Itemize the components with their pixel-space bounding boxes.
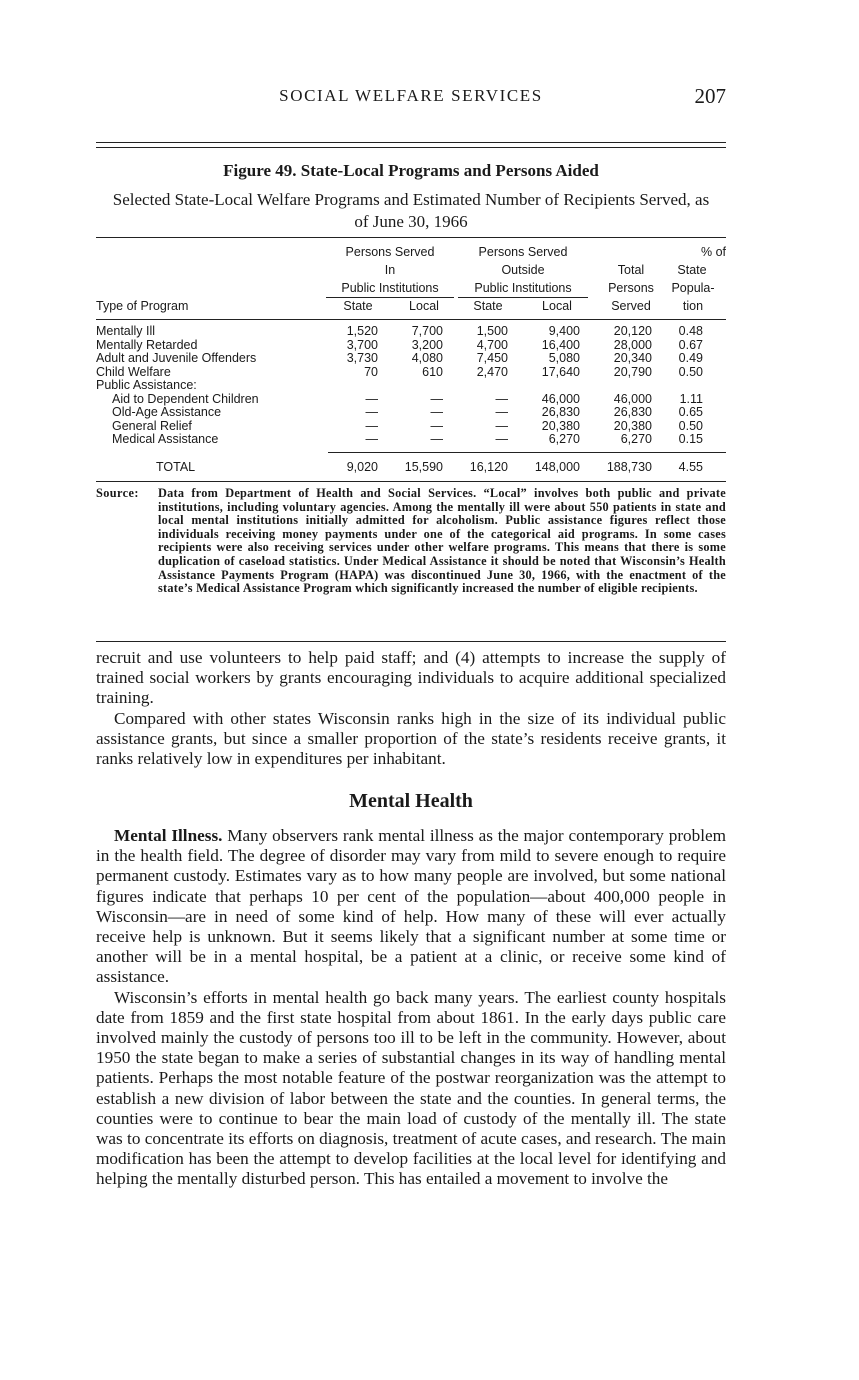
in-state-value: 70 (364, 364, 378, 379)
header-pct-line4: tion (682, 299, 704, 313)
program-name: Adult and Juvenile Offenders (96, 351, 257, 365)
table-row (96, 420, 726, 434)
total-pct: 4.55 (678, 460, 703, 474)
total-value: 28,000 (613, 337, 652, 352)
program-name: General Relief (112, 418, 192, 433)
total-rule (328, 452, 726, 453)
in-local-value: 7,700 (411, 324, 443, 338)
header-total-line3: Served (611, 299, 651, 313)
out-local-value: 46,000 (541, 391, 580, 406)
table-row (96, 366, 726, 380)
pct-value: 0.49 (678, 351, 703, 365)
in-local-value: 3,200 (411, 337, 443, 352)
total-value: 20,120 (613, 324, 652, 338)
total-label: TOTAL (156, 460, 196, 474)
out-state-value: 2,470 (476, 364, 508, 379)
table-row (96, 379, 726, 393)
out-local-value: 17,640 (541, 364, 580, 379)
in-state-value: — (365, 432, 378, 446)
total-value: 26,830 (613, 405, 652, 419)
program-name: Old-Age Assistance (112, 405, 222, 419)
out-state-value: — (495, 391, 508, 406)
table-total-row (96, 459, 726, 475)
pct-value: 0.48 (678, 324, 703, 338)
out-state-value: 1,500 (476, 324, 508, 338)
total-value: 20,380 (613, 418, 652, 433)
program-name: Mentally Ill (96, 324, 156, 338)
running-title: SOCIAL WELFARE SERVICES (279, 86, 543, 105)
total-value: 46,000 (613, 391, 652, 406)
in-local-value: 610 (422, 364, 443, 379)
paragraph-compared: Compared with other states Wisconsin ranks high in the size of its individual public assistance grants, but since a smaller proportion of the state’s residents receive grants, it ranks relatively low in expenditures per inhabitant. (96, 708, 726, 769)
header-pct-line2: State (677, 263, 707, 277)
in-state-value: 3,700 (346, 337, 378, 352)
running-head (96, 84, 726, 108)
table-top-rule (96, 237, 726, 238)
pct-value: 0.50 (678, 364, 703, 379)
in-state-value: — (365, 418, 378, 433)
total-out-state: 16,120 (469, 460, 508, 474)
pct-value: 0.50 (678, 418, 703, 433)
total-in-local: 15,590 (404, 460, 443, 474)
program-name: Child Welfare (96, 364, 171, 379)
total-value: 20,340 (613, 351, 652, 365)
in-state-value: 3,730 (346, 351, 378, 365)
table-bottom-rule (96, 481, 726, 482)
pct-value: 0.65 (678, 405, 703, 419)
header-type-of-program: Type of Program (96, 299, 189, 313)
table-row (96, 433, 726, 447)
out-state-value: 4,700 (476, 337, 508, 352)
table-row (96, 393, 726, 407)
header-out-line1: Persons Served (478, 245, 568, 259)
out-state-value: 7,450 (476, 351, 508, 365)
total-value: 6,270 (620, 432, 652, 446)
body-column-top (96, 648, 726, 769)
in-state-value: 1,520 (346, 324, 378, 338)
out-local-value: 16,400 (541, 337, 580, 352)
header-in-line2: In (384, 263, 396, 277)
header-in-line3: Public Institutions (341, 281, 439, 295)
program-name: Medical Assistance (112, 432, 219, 446)
out-local-value: 26,830 (541, 405, 580, 419)
run-in-heading: Mental Illness. (114, 826, 223, 845)
out-state-value: — (495, 432, 508, 446)
table-row (96, 352, 726, 366)
source-label: Source: (96, 486, 139, 500)
in-local-value: — (430, 405, 443, 419)
figure-title: Figure 49. State-Local Programs and Persons Aided (223, 161, 599, 180)
header-out-state: State (473, 299, 503, 313)
total-total: 188,730 (606, 460, 652, 474)
paragraph-continued: recruit and use volunteers to help paid staff; and (4) attempts to increase the supply of trained social workers by grants encouraging individuals to acquire additional specialized training. (96, 648, 726, 708)
program-name: Aid to Dependent Children (112, 391, 259, 406)
program-name: Public Assistance: (96, 378, 197, 392)
paragraph-mental-illness (96, 826, 726, 988)
out-local-value: 6,270 (548, 432, 580, 446)
table-row (96, 325, 726, 339)
out-local-value: 5,080 (548, 351, 580, 365)
in-local-value: 4,080 (411, 351, 443, 365)
header-out-line3: Public Institutions (474, 281, 572, 295)
out-local-value: 9,400 (548, 324, 580, 338)
paragraph-efforts: Wisconsin’s efforts in mental health go back many years. The earliest county hospitals date from 1859 and the first state hospital from about 1861. In the early days public care involved mainly the custody of persons too ill to be left in the community. However, about 1950 the state began to make a series of substantial changes in its way of handling mental patients. Perhaps the most notable feature of the postwar reorganization was the attempt to establish a new division of labor between the state and the counties. In general terms, the counties were to continue to bear the main load of custody of the mentally ill. The state was to concentrate its efforts on diagnosis, treatment of acute cases, and research. The main modification has been the attempt to develop facilities at the local level for identifying and helping the mentally disturbed person. This has entailed a movement to involve the (96, 987, 726, 1189)
out-state-value: — (495, 405, 508, 419)
table-row (96, 406, 726, 420)
program-name: Mentally Retarded (96, 337, 198, 352)
header-total-line1: Total (617, 263, 645, 277)
header-pct-line1: % of (700, 245, 726, 259)
table-row (96, 339, 726, 353)
double-rule (96, 142, 726, 148)
in-state-value: — (365, 391, 378, 406)
header-out-local: Local (542, 299, 572, 313)
header-in-state: State (343, 299, 373, 313)
in-local-value: — (430, 418, 443, 433)
paragraph-mental-illness-text: Many observers rank mental illness as the major contemporary problem in the health field. The degree of disorder may vary from mild to severe enough to require permanent custody. Estimates vary as to how many people are involved, but some national figures indicate that perhaps 10 per cent of the population—about 400,000 people in Wisconsin—are in need of some kind of help. How many of these will ever actually receive help is unknown. But it seems likely that a significant number at some time or another will be in a mental hospital, be a patient at a clinic, or receive some kind of assistance. (96, 826, 727, 987)
table-body (96, 325, 726, 449)
in-state-value: — (365, 405, 378, 419)
table-header (96, 243, 726, 319)
figure-subtitle: Selected State-Local Welfare Programs and Estimated Number of Recipients Served, as of June 30, 1966 (112, 190, 710, 231)
header-in-line1: Persons Served (345, 245, 435, 259)
out-local-value: 20,380 (541, 418, 580, 433)
table-header-rule (96, 319, 726, 320)
pct-value: 0.67 (678, 337, 703, 352)
header-pct-line3: Popula- (671, 281, 715, 295)
out-state-value: — (495, 418, 508, 433)
section-heading: Mental Health (349, 790, 473, 812)
total-in-state: 9,020 (346, 460, 378, 474)
in-local-value: — (430, 432, 443, 446)
source-text: Data from Department of Health and Social Services. “Local” involves both public and private institutions, including voluntary agencies. Among the mentally ill were about 550 patients in state and local mental institutions initially admitted for alcoholism. Public assistance figures reflect those individuals receiving money payments under one of the categorical aid programs. In some cases recipients were also receiving services under other welfare programs. This means that there is some duplication of caseload statistics. Under Medical Assistance it should be noted that Wisconsin’s Health Assistance Payments Program (HAPA) was discontinued June 30, 1966, with the enactment of the state’s Medical Assistance Program which significantly increased the number of eligible recipients. (158, 486, 726, 596)
total-value: 20,790 (613, 364, 652, 379)
pct-value: 0.15 (678, 432, 703, 446)
header-out-line2: Outside (501, 263, 545, 277)
total-out-local: 148,000 (534, 460, 580, 474)
source-bottom-rule (96, 641, 726, 642)
header-in-local: Local (409, 299, 439, 313)
header-total-line2: Persons (608, 281, 654, 295)
in-local-value: — (430, 391, 443, 406)
page-number: 207 (694, 84, 726, 108)
pct-value: 1.11 (679, 391, 703, 406)
body-column-bottom (96, 826, 726, 1190)
